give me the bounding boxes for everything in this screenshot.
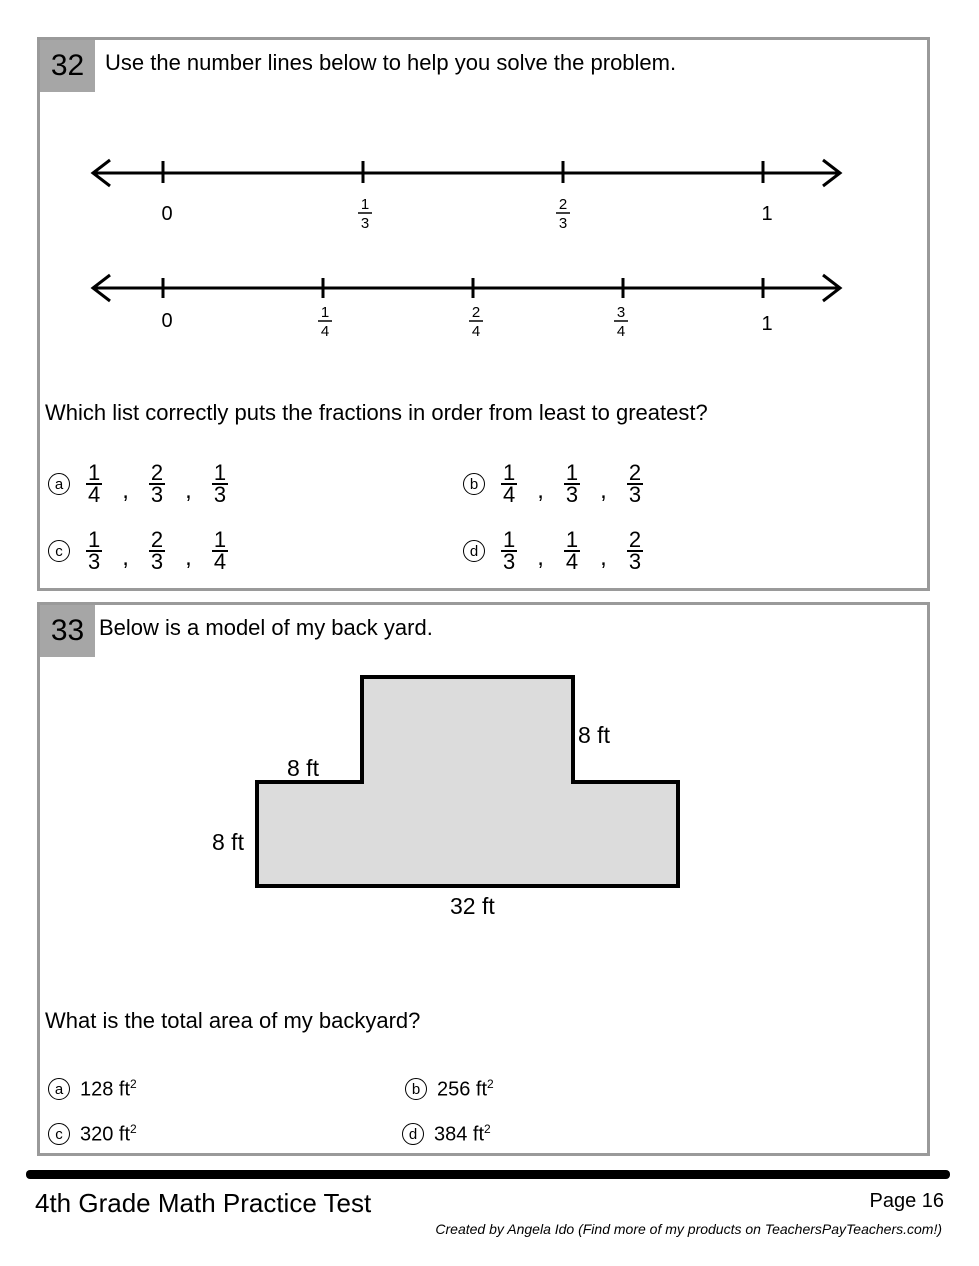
tick-label-2-3-num: 2	[558, 196, 568, 213]
answer-value: 384 $ft^2$	[434, 1122, 491, 1146]
question-prompt: Below is a model of my back yard.	[99, 615, 433, 640]
option-letter-b: b	[405, 1078, 427, 1100]
tick-label-1-4-num: 1	[320, 304, 330, 321]
option-letter-b: b	[463, 473, 485, 495]
answer-option-b[interactable]	[405, 1077, 494, 1102]
fraction: $\frac{2}{3}$	[150, 460, 164, 507]
answer-option-b[interactable]: b $\frac{1}{4}$ , $\frac{1}{3}$ , $\frac{2}{3}$	[463, 463, 649, 505]
number-line-thirds	[93, 160, 840, 232]
answer-option-c[interactable]: c $\frac{1}{3}$ , $\frac{2}{3}$ , $\frac{1}{4}$	[48, 530, 234, 572]
tick-label-1-3-den: 3	[360, 215, 370, 232]
answer-option-c[interactable]	[48, 1122, 137, 1147]
number-line-fourths	[93, 275, 840, 340]
dimension-bottom: 32 ft	[450, 893, 495, 919]
question-33-card	[37, 602, 930, 1156]
tick-label-1: 1	[761, 203, 773, 225]
answer-value: 320 $ft^2$	[80, 1122, 137, 1146]
option-letter-a: a	[48, 473, 70, 495]
answer-option-d[interactable]: d $\frac{1}{3}$ , $\frac{1}{4}$ , $\frac{2}{3}$	[463, 530, 649, 572]
fraction: $\frac{2}{3}$	[628, 460, 642, 507]
answer-value: 256 $ft^2$	[437, 1077, 494, 1101]
question-text: Which list correctly puts the fractions in order from least to greatest?	[45, 400, 708, 425]
fraction: $\frac{1}{4}$	[213, 527, 227, 574]
backyard-model	[40, 665, 927, 985]
footer-divider	[26, 1170, 950, 1179]
answer-option-a[interactable]	[48, 1077, 137, 1102]
answer-value: 128 $ft^2$	[80, 1077, 137, 1101]
dimension-top-right: 8 ft	[578, 722, 610, 748]
backyard-shape	[257, 677, 678, 886]
option-letter-c: c	[48, 1123, 70, 1145]
fraction: $\frac{1}{3}$	[88, 527, 101, 574]
option-letter-a: a	[48, 1078, 70, 1100]
option-letter-c: c	[48, 540, 70, 562]
fraction: $\frac{1}{3}$	[503, 527, 516, 574]
page-number: Page 16	[869, 1190, 944, 1212]
question-text: What is the total area of my backyard?	[45, 1008, 421, 1033]
fraction: $\frac{1}{3}$	[213, 460, 227, 507]
tick-label-0: 0	[161, 203, 173, 225]
tick-label-3-4-num: 3	[616, 304, 626, 321]
fraction: $\frac{1}{4}$	[88, 460, 101, 507]
fraction: $\frac{1}{3}$	[565, 460, 579, 507]
tick-label-2-4-num: 2	[471, 304, 481, 321]
answer-option-d[interactable]	[402, 1122, 491, 1147]
tick-label-2-4-den: 4	[471, 323, 481, 340]
fraction: $\frac{1}{4}$	[565, 527, 579, 574]
tick-label-0: 0	[161, 310, 173, 332]
option-letter-d: d	[402, 1123, 424, 1145]
fraction: $\frac{2}{3}$	[628, 527, 642, 574]
tick-label-3-4-den: 4	[616, 323, 626, 340]
tick-label-1-3-num: 1	[360, 196, 370, 213]
question-prompt: Use the number lines below to help you solve the problem.	[105, 50, 677, 75]
footer-title: 4th Grade Math Practice Test	[35, 1188, 372, 1218]
dimension-left-step: 8 ft	[287, 755, 319, 781]
footer-credit: Created by Angela Ido (Find more of my products on TeachersPayTeachers.com!)	[435, 1221, 942, 1237]
question-number: 32	[40, 40, 95, 92]
question-number: 33	[40, 605, 95, 657]
fraction: $\frac{2}{3}$	[150, 527, 164, 574]
option-letter-d: d	[463, 540, 485, 562]
dimension-left-side: 8 ft	[212, 829, 244, 855]
tick-label-1: 1	[761, 313, 773, 335]
tick-label-1-4-den: 4	[320, 323, 330, 340]
question-32-card	[37, 37, 930, 591]
tick-label-2-3-den: 3	[558, 215, 568, 232]
fraction: $\frac{1}{4}$	[503, 460, 516, 507]
answer-option-a[interactable]: a $\frac{1}{4}$ , $\frac{2}{3}$ , $\frac{1}{3}$	[48, 463, 234, 505]
